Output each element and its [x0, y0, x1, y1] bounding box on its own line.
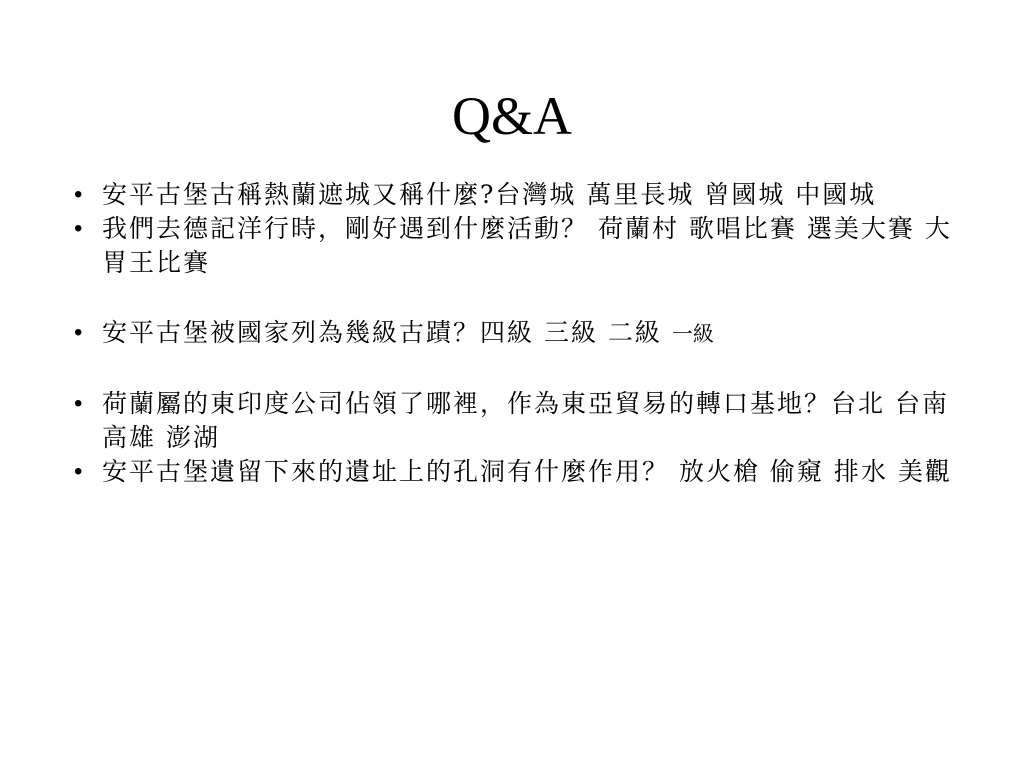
bullet-icon: • [74, 458, 85, 485]
question-mark: ？ [453, 318, 481, 347]
bullet-icon: • [74, 319, 85, 346]
question-list [72, 178, 962, 489]
list-item [72, 316, 962, 351]
list-item [72, 178, 962, 212]
bullet-icon: • [74, 215, 85, 242]
list-item [72, 455, 962, 489]
question-mark: ？ [561, 214, 589, 243]
answer-options: 台灣城 萬里長城 曾國城 中國城 [495, 180, 877, 209]
answer-options: 台北 台南 高雄 澎湖 [102, 389, 949, 452]
bullet-icon: • [74, 181, 85, 208]
question-mark: ? [480, 180, 496, 209]
slide-title: Q&A [452, 86, 572, 146]
answer-options: 放火槍 偷窺 排水 美觀 [669, 457, 952, 486]
question-text: 安平古堡古稱熱蘭遮城又稱什麼 [102, 180, 481, 209]
question-text: 荷蘭屬的東印度公司佔領了哪裡，作為東亞貿易的轉口基地 [102, 389, 805, 418]
answer-options: 荷蘭村 歌唱比賽 選美大賽 大胃王比賽 [102, 214, 952, 277]
question-mark: ？ [642, 457, 670, 486]
question-text: 安平古堡遺留下來的遺址上的孔洞有什麼作用 [102, 457, 643, 486]
answer-options: 四級 三級 二級 [480, 318, 672, 347]
question-text: 安平古堡被國家列為幾級古蹟 [102, 318, 454, 347]
bullet-icon: • [74, 390, 85, 417]
list-item [72, 212, 962, 280]
question-mark: ？ [804, 389, 832, 418]
list-item [72, 387, 962, 455]
question-text: 我們去德記洋行時，剛好遇到什麼活動 [102, 214, 562, 243]
answer-option-extra: 一級 [671, 322, 714, 346]
